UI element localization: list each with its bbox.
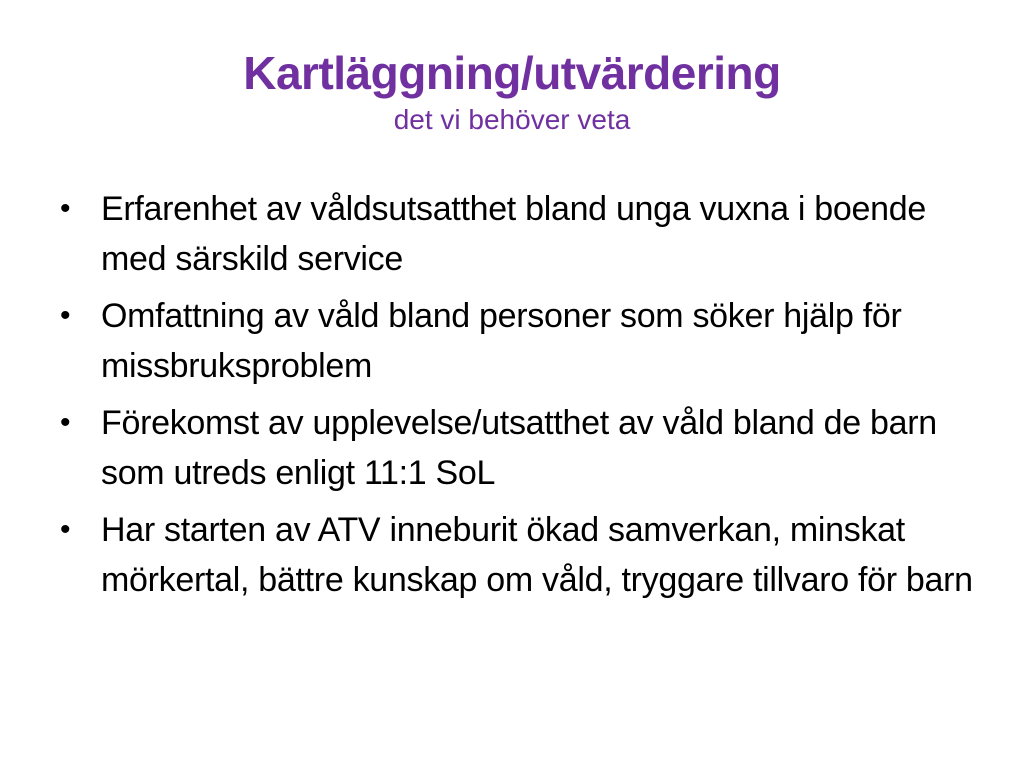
bullet-text: Erfarenhet av våldsutsatthet bland unga vuxna i boende med särskild service [101,190,926,278]
title-block [0,44,1024,138]
slide-title: Kartläggning/utvärdering [243,47,781,99]
bullet-text: Förekomst av upplevelse/utsatthet av våld bland de barn som utreds enligt 11:1 SoL [101,404,937,492]
bullet-icon: • [60,192,71,225]
bullet-item [58,291,988,391]
bullet-icon: • [60,406,71,439]
slide-subtitle: det vi behöver veta [393,104,631,135]
bullet-icon: • [60,299,71,332]
bullet-text: Omfattning av våld bland personer som söker hjälp för missbruksproblem [101,297,902,385]
bullet-item [58,398,988,498]
bullet-item [58,505,988,605]
bullet-item [58,184,988,284]
bullet-text: Har starten av ATV inneburit ökad samverkan, minskat mörkertal, bättre kunskap om våld, tryggare tillvaro för barn [101,511,973,599]
bullet-list [58,184,988,612]
bullet-icon: • [60,513,71,546]
